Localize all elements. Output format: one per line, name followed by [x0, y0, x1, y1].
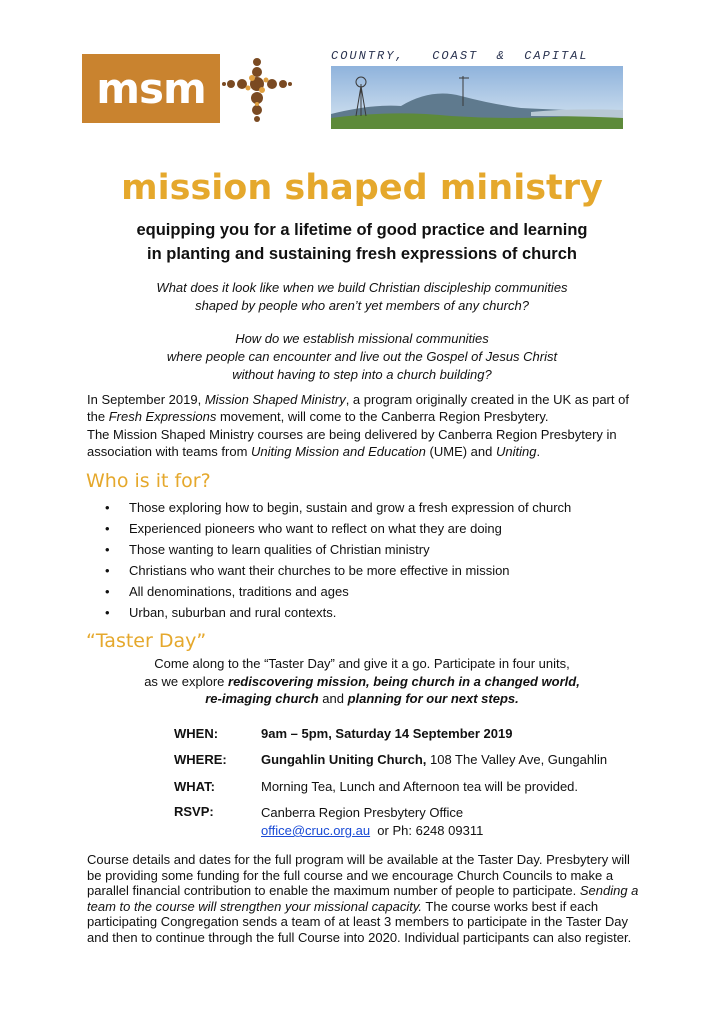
rsvp-email-link[interactable]: office@cruc.org.au	[261, 823, 371, 838]
list-item: • Those wanting to learn qualities of Christian ministry	[105, 542, 430, 557]
taster-line-1: Come along to the “Taster Day” and give it a go. Participate in four units,	[154, 656, 570, 671]
page-title: mission shaped ministry	[121, 168, 603, 208]
logo-text: msm	[96, 64, 206, 113]
question-1-line-2: shaped by people who aren’t yet members of any church?	[195, 298, 529, 313]
list-item: • All denominations, traditions and ages	[105, 584, 349, 599]
intro-paragraph: In September 2019, Mission Shaped Ministry, a program originally created in the UK as part of the Fresh Expressions movement, will come to the Canberra Region Presbytery.	[87, 392, 629, 424]
bullet-icon: •	[105, 521, 110, 536]
question-2-line-2: where people can encounter and live out the Gospel of Jesus Christ	[166, 349, 558, 364]
landscape-banner	[331, 66, 623, 129]
intro-paragraph-2: The Mission Shaped Ministry courses are being delivered by Canberra Region Presbytery in association with teams from Uniting Mission and Education (UME) and Uniting.	[87, 427, 617, 459]
bullet-icon: •	[105, 563, 110, 578]
what-row	[174, 779, 578, 794]
taster-line-3: re-imaging church and planning for our next steps.	[205, 691, 519, 706]
who-heading: Who is it for?	[86, 470, 211, 492]
what-value: Morning Tea, Lunch and Afternoon tea will be provided.	[261, 779, 579, 794]
where-value: Gungahlin Uniting Church, 108 The Valley Ave, Gungahlin	[261, 752, 608, 767]
when-row	[174, 726, 512, 741]
rsvp-phone: or Ph: 6248 09311	[370, 823, 484, 838]
bullet-icon: •	[105, 605, 110, 620]
list-item: • Urban, suburban and rural contexts.	[105, 605, 337, 620]
taster-heading: “Taster Day”	[86, 630, 207, 652]
question-1-line-1: What does it look like when we build Christian discipleship communities	[156, 280, 568, 295]
banner-title: COUNTRY, COAST & CAPITAL	[331, 49, 589, 63]
rsvp-row	[174, 804, 483, 840]
audience-list	[105, 497, 571, 623]
question-2-line-3: without having to step into a church building?	[232, 367, 492, 382]
when-label: WHEN:	[174, 726, 219, 741]
list-item: • Experienced pioneers who want to reflect on what they are doing	[105, 521, 502, 536]
list-item: • Christians who want their churches to be more effective in mission	[105, 563, 510, 578]
bullet-icon: •	[105, 584, 110, 599]
subtitle-line-2: in planting and sustaining fresh expressions of church	[147, 245, 577, 263]
rsvp-label: RSVP:	[174, 804, 214, 819]
bullet-icon: •	[105, 500, 110, 515]
subtitle-line-1: equipping you for a lifetime of good practice and learning	[136, 221, 588, 239]
where-label: WHERE:	[174, 752, 227, 767]
cross-icon	[222, 54, 292, 124]
taster-line-2: as we explore rediscovering mission, being church in a changed world,	[144, 674, 580, 689]
bullet-icon: •	[105, 542, 110, 557]
question-2-line-1: How do we establish missional communities	[235, 331, 489, 346]
where-row	[174, 752, 607, 767]
what-label: WHAT:	[174, 779, 215, 794]
rsvp-office: Canberra Region Presbytery Office	[261, 805, 464, 820]
when-value: 9am – 5pm, Saturday 14 September 2019	[261, 726, 513, 741]
course-paragraph: Course details and dates for the full program will be available at the Taster Day. Presbytery will be providing some funding for the full course and we encourage Church Councils to make a parallel financial contribution to enable the maximum number of people to participate. Sending a team to the course will strengthen your missional capacity. The course works best if each participating Congregation sends a team of at least 3 members to participate in the Taster Day and then to continue through the full Course into 2020. Individual participants can also register.	[87, 852, 639, 945]
list-item: • Those exploring how to begin, sustain and grow a fresh expression of church	[105, 500, 572, 515]
msm-logo	[82, 54, 220, 123]
